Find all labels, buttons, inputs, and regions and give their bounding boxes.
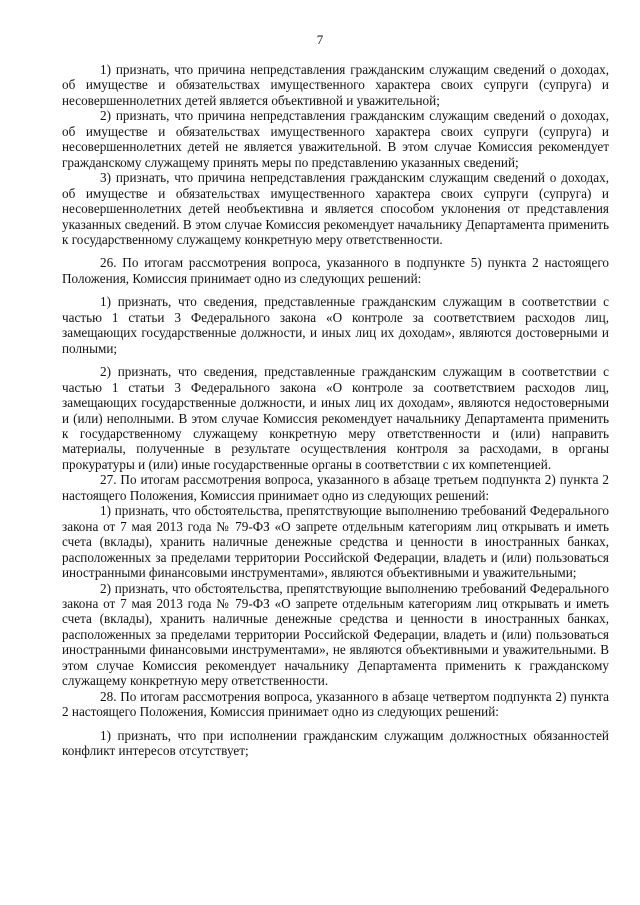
paragraph-27-1: 1) признать, что обстоятельства, препятствующие выполнению требований Федерального закона от 7 мая 2013 года № 79-ФЗ «О запрете отдельным категориям лиц открывать и иметь счета (вклады), хранить наличные денежные средства и ценности в иностранных банках, расположенных за пределами территории Российской Федерации, владеть и (или) пользоваться иностранными финансовыми инструментами», являются объективными и уважительными; — [62, 503, 609, 581]
document-body — [62, 62, 609, 758]
paragraph-28-1: 1) признать, что при исполнении гражданским служащим должностных обязанностей конфликт интересов отсутствует; — [62, 727, 609, 759]
paragraph-28: 28. По итогам рассмотрения вопроса, указанного в абзаце четвертом подпункта 2) пункта 2 настоящего Положения, Комиссия принимает одно из следующих решений: — [62, 688, 609, 720]
paragraph-25-1: 1) признать, что причина непредставления гражданским служащим сведений о доходах, об имуществе и обязательствах имущественного характера своих супруги (супруга) и несовершеннолетних детей является объективной и уважительной; — [62, 62, 609, 108]
paragraph-25-2: 2) признать, что причина непредставления гражданским служащим сведений о доходах, об имуществе и обязательствах имущественного характера своих супруги (супруга) и несовершеннолетних детей не является уважительной. В этом случае Комиссия рекомендует гражданскому служащему принять меры по представлению указанных сведений; — [62, 108, 609, 170]
paragraph-27-2: 2) признать, что обстоятельства, препятствующие выполнению требований Федерального закона от 7 мая 2013 года № 79-ФЗ «О запрете отдельным категориям лиц открывать и иметь счета (вклады), хранить наличные денежные средства и ценности в иностранных банках, расположенных за пределами территории Российской Федерации, владеть и (или) пользоваться иностранными финансовыми инструментами», не являются объективными и уважительными. В этом случае Комиссия рекомендует начальнику Департамента применить к гражданскому служащему конкретную меру ответственности. — [62, 580, 609, 689]
paragraph-25-3: 3) признать, что причина непредставления гражданским служащим сведений о доходах, об имуществе и обязательствах имущественного характера своих супруги (супруга) и несовершеннолетних детей необъективна и является способом уклонения от представления указанных сведений. В этом случае Комиссия рекомендует начальнику Департамента применить к государственному служащему конкретную меру ответственности. — [62, 170, 609, 247]
page-number: 7 — [316, 32, 324, 47]
paragraph-26-2: 2) признать, что сведения, представленные гражданским служащим в соответствии с частью 1 статьи 3 Федерального закона «О контроле за соответствием расходов лиц, замещающих государственные должности, и иных лиц их доходам», являются недостоверными и (или) неполными. В этом случае Комиссия рекомендует начальнику Департамента применить к государственному служащему конкретную меру ответственности и (или) направить материалы, полученные в результате осуществления контроля за расходами, в органы прокуратуры и (или) иные государственные органы в соответствии с их компетенцией. — [62, 364, 609, 472]
paragraph-26-1: 1) признать, что сведения, представленные гражданским служащим в соответствии с частью 1 статьи 3 Федерального закона «О контроле за соответствием расходов лиц, замещающих государственные должности, и иных лиц их доходам», являются достоверными и полными; — [62, 294, 609, 356]
paragraph-27: 27. По итогам рассмотрения вопроса, указанного в абзаце третьем подпункта 2) пункта 2 настоящего Положения, Комиссия принимает одно из следующих решений: — [62, 472, 609, 503]
paragraph-26: 26. По итогам рассмотрения вопроса, указанного в подпункте 5) пункта 2 настоящего Положения, Комиссия принимает одно из следующих решений: — [62, 255, 609, 286]
